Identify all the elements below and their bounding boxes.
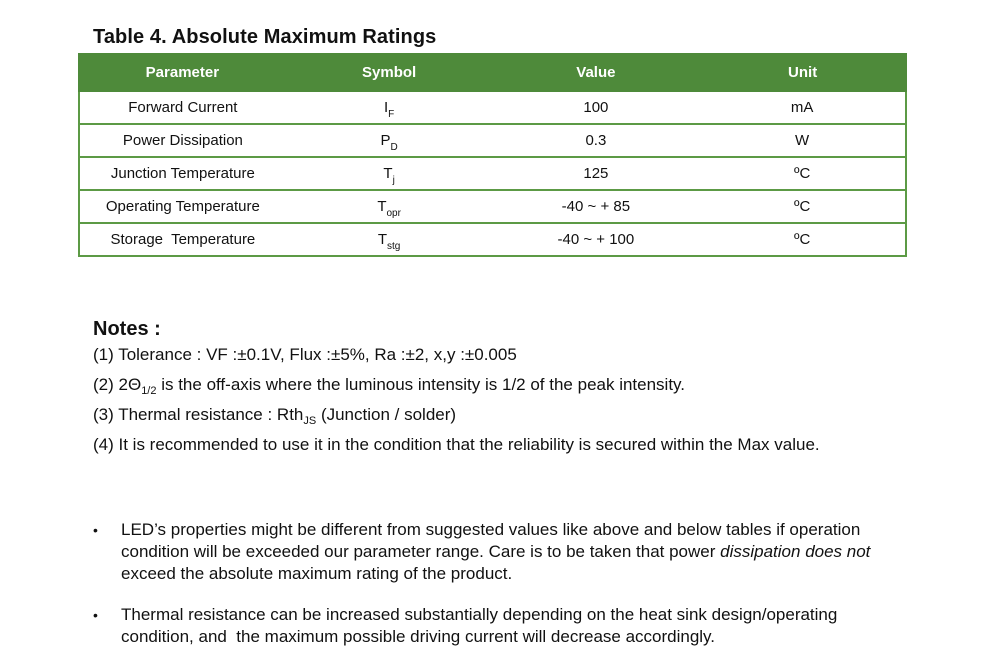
note-thermal-resistance <box>93 405 456 427</box>
bullet-text: Thermal resistance can be increased substantially depending on the heat sink design/operating condition, and the maximum possible driving current will decrease accordingly. <box>121 605 843 646</box>
cell-symbol <box>286 157 493 190</box>
cell-symbol <box>286 124 493 157</box>
symbol-subscript: j <box>392 175 395 186</box>
note-text: (3) Thermal resistance : Rth <box>93 405 304 424</box>
note-subscript: 1/2 <box>141 385 157 397</box>
cell-parameter: Forward Current <box>79 91 286 124</box>
cell-unit: ºC <box>699 157 906 190</box>
note-tolerance: (1) Tolerance : VF :±0.1V, Flux :±5%, Ra :±2, x,y :±0.005 <box>93 345 517 364</box>
cell-value: 125 <box>493 157 700 190</box>
note-recommendation: (4) It is recommended to use it in the condition that the reliability is secured within the Max value. <box>93 435 820 454</box>
header-unit: Unit <box>699 54 906 91</box>
table-header-row <box>79 54 906 91</box>
symbol-main: P <box>380 132 391 149</box>
cell-value: -40 ~ + 85 <box>493 190 700 223</box>
cell-value: -40 ~ + 100 <box>493 223 700 256</box>
header-symbol: Symbol <box>286 54 493 91</box>
bullet-item-properties <box>93 519 873 585</box>
note-text: (Junction / solder) <box>316 405 457 424</box>
note-text: is the off-axis where the luminous intensity is 1/2 of the peak intensity. <box>156 375 686 394</box>
absolute-maximum-ratings-table <box>78 53 907 257</box>
table-row <box>79 223 906 256</box>
cell-unit: ºC <box>699 190 906 223</box>
symbol-main: I <box>383 99 389 116</box>
bullet-icon: • <box>93 522 98 538</box>
table-title: Table 4. Absolute Maximum Ratings <box>93 26 437 48</box>
bullet-text-italic: dissipation does not <box>720 542 871 561</box>
note-subscript: JS <box>303 415 317 427</box>
bullet-item-thermal <box>93 604 873 648</box>
cell-symbol <box>286 223 493 256</box>
bullet-text <box>121 519 873 585</box>
cell-parameter: Power Dissipation <box>79 124 286 157</box>
symbol-main: T <box>377 231 388 248</box>
note-off-axis <box>93 375 685 397</box>
cell-value: 0.3 <box>493 124 700 157</box>
symbol-main: T <box>377 198 387 215</box>
table-row <box>79 190 906 223</box>
notes-heading: Notes : <box>93 318 161 340</box>
bullet-text-part: LED’s properties might be different from suggested values like above and below tables if operation condition will be exceeded our parameter range. Care is to be taken that power <box>121 520 861 561</box>
header-parameter: Parameter <box>79 54 286 91</box>
table-row <box>79 124 906 157</box>
cell-parameter: Junction Temperature <box>79 157 286 190</box>
table-row <box>79 91 906 124</box>
table-row <box>79 157 906 190</box>
symbol-subscript: F <box>388 109 395 120</box>
symbol-subscript: stg <box>387 241 401 252</box>
note-text: (2) 2Θ <box>93 375 142 394</box>
symbol-subscript: opr <box>386 208 401 219</box>
header-value: Value <box>493 54 700 91</box>
symbol-subscript: D <box>390 142 398 153</box>
cell-symbol <box>286 190 493 223</box>
cell-unit: mA <box>699 91 906 124</box>
bullet-text-part: exceed the absolute maximum rating of the product. <box>121 564 513 583</box>
cell-parameter: Storage Temperature <box>79 223 286 256</box>
cell-unit: ºC <box>699 223 906 256</box>
cell-symbol <box>286 91 493 124</box>
symbol-main: T <box>383 165 393 182</box>
bullet-icon: • <box>93 607 98 623</box>
cell-unit: W <box>699 124 906 157</box>
cell-parameter: Operating Temperature <box>79 190 286 223</box>
cell-value: 100 <box>493 91 700 124</box>
